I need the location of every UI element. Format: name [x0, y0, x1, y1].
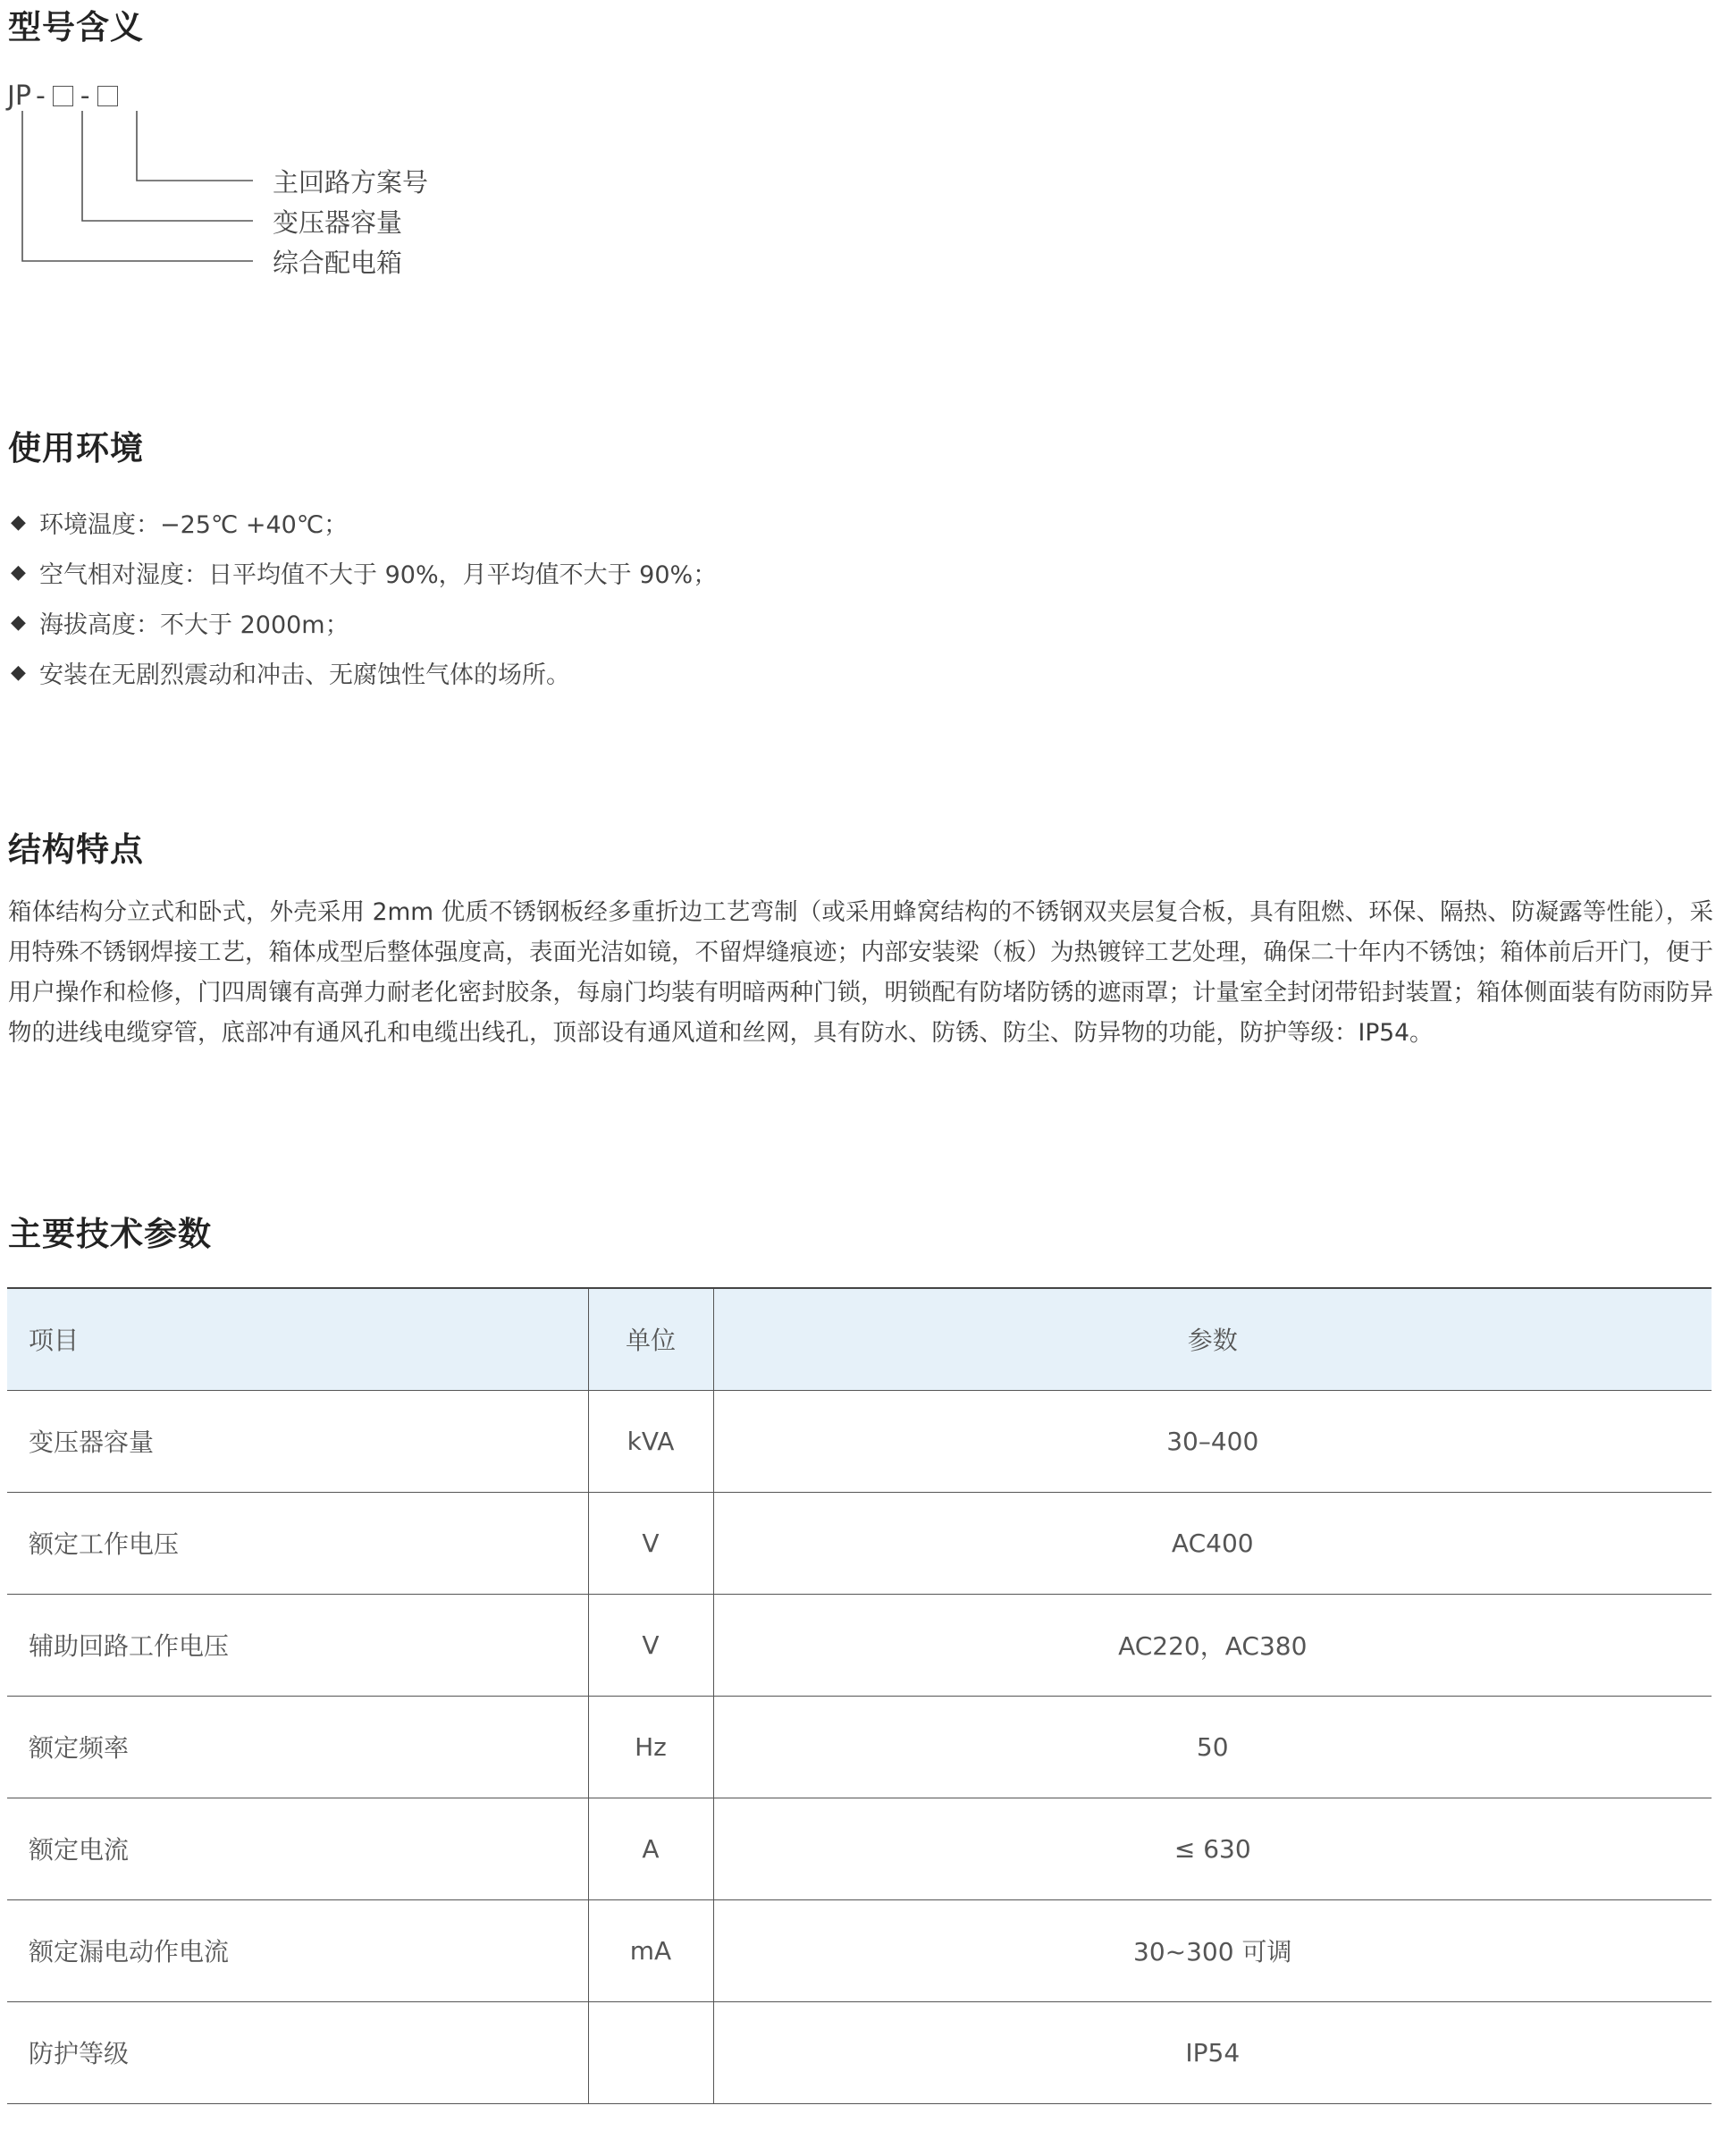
cell-param: AC220，AC380: [713, 1594, 1712, 1696]
cell-unit: Hz: [588, 1696, 713, 1798]
model-prefix: JP: [7, 80, 31, 112]
table-header-row: [7, 1288, 1712, 1390]
section-title-specs: 主要技术参数: [8, 1215, 212, 1253]
environment-list: [11, 497, 717, 697]
cell-item: 额定电流: [7, 1798, 588, 1899]
cell-unit: [588, 2001, 713, 2103]
cell-unit: mA: [588, 1899, 713, 2001]
model-label-box: 综合配电箱: [273, 248, 403, 278]
model-leader-lines: [0, 0, 286, 277]
cell-item: 额定漏电动作电流: [7, 1899, 588, 2001]
model-dash: -: [35, 80, 46, 112]
section-title-model: 型号含义: [8, 8, 144, 46]
table-row: [7, 1696, 1712, 1798]
cell-unit: V: [588, 1594, 713, 1696]
cell-item: 变压器容量: [7, 1390, 588, 1492]
cell-item: 辅助回路工作电压: [7, 1594, 588, 1696]
model-label-scheme: 主回路方案号: [273, 167, 429, 198]
model-label-capacity: 变压器容量: [273, 207, 403, 238]
cell-item: 防护等级: [7, 2001, 588, 2103]
header-param: 参数: [713, 1288, 1712, 1390]
spec-table: [7, 1287, 1712, 2104]
cell-unit: V: [588, 1492, 713, 1594]
header-item: 项目: [7, 1288, 588, 1390]
cell-item: 额定工作电压: [7, 1492, 588, 1594]
table-row: [7, 1594, 1712, 1696]
cell-param: 30–400: [713, 1390, 1712, 1492]
diamond-bullet-icon: ◆: [11, 560, 26, 584]
table-row: [7, 1390, 1712, 1492]
table-row: [7, 1798, 1712, 1899]
list-item: ◆ 海拔高度：不大于 2000m；: [11, 611, 349, 639]
cell-item: 额定频率: [7, 1696, 588, 1798]
section-title-structure: 结构特点: [8, 830, 144, 869]
cell-param: IP54: [713, 2001, 1712, 2103]
model-dash: -: [80, 80, 90, 112]
leader-line-capacity: [82, 111, 253, 221]
list-item: ◆ 环境温度：−25℃ +40℃；: [11, 510, 349, 539]
cell-unit: kVA: [588, 1390, 713, 1492]
table-row: [7, 1492, 1712, 1594]
section-title-environment: 使用环境: [8, 429, 144, 467]
diamond-bullet-icon: ◆: [11, 661, 26, 684]
cell-param: 50: [713, 1696, 1712, 1798]
table-row: [7, 1899, 1712, 2001]
diamond-bullet-icon: ◆: [11, 510, 26, 534]
cell-unit: A: [588, 1798, 713, 1899]
list-item: ◆ 空气相对湿度：日平均值不大于 90%，月平均值不大于 90%；: [11, 560, 718, 589]
structure-paragraph: 箱体结构分立式和卧式，外壳采用 2mm 优质不锈钢板经多重折边工艺弯制（或采用蜂窝结构的不锈钢双夹层复合板，具有阻燃、环保、隔热、防凝露等性能），采用特殊不锈钢焊接工艺，箱体成型后整体强度高，表面光洁如镜，不留焊缝痕迹；内部安装梁（板）为热镀锌工艺处理，确保二十年内不锈蚀；箱体前后开门，便于用户操作和检修，门四周镶有高弹力耐老化密封胶条，每扇门均装有明暗两种门锁，明锁配有防堵防锈的遮雨罩；计量室全封闭带铅封装置；箱体侧面装有防雨防异物的进线电缆穿管，底部冲有通风孔和电缆出线孔，顶部设有通风道和丝网，具有防水、防锈、防尘、防异物的功能，防护等级：IP54。: [8, 898, 1713, 1047]
list-item: ◆ 安装在无剧烈震动和冲击、无腐蚀性气体的场所。: [11, 661, 570, 689]
leader-line-scheme: [137, 111, 253, 181]
diamond-bullet-icon: ◆: [11, 611, 26, 634]
leader-line-box: [22, 111, 253, 261]
table-row: [7, 2001, 1712, 2103]
cell-param: ≤ 630: [713, 1798, 1712, 1899]
cell-param: 30~300 可调: [713, 1899, 1712, 2001]
header-unit: 单位: [588, 1288, 713, 1390]
cell-param: AC400: [713, 1492, 1712, 1594]
